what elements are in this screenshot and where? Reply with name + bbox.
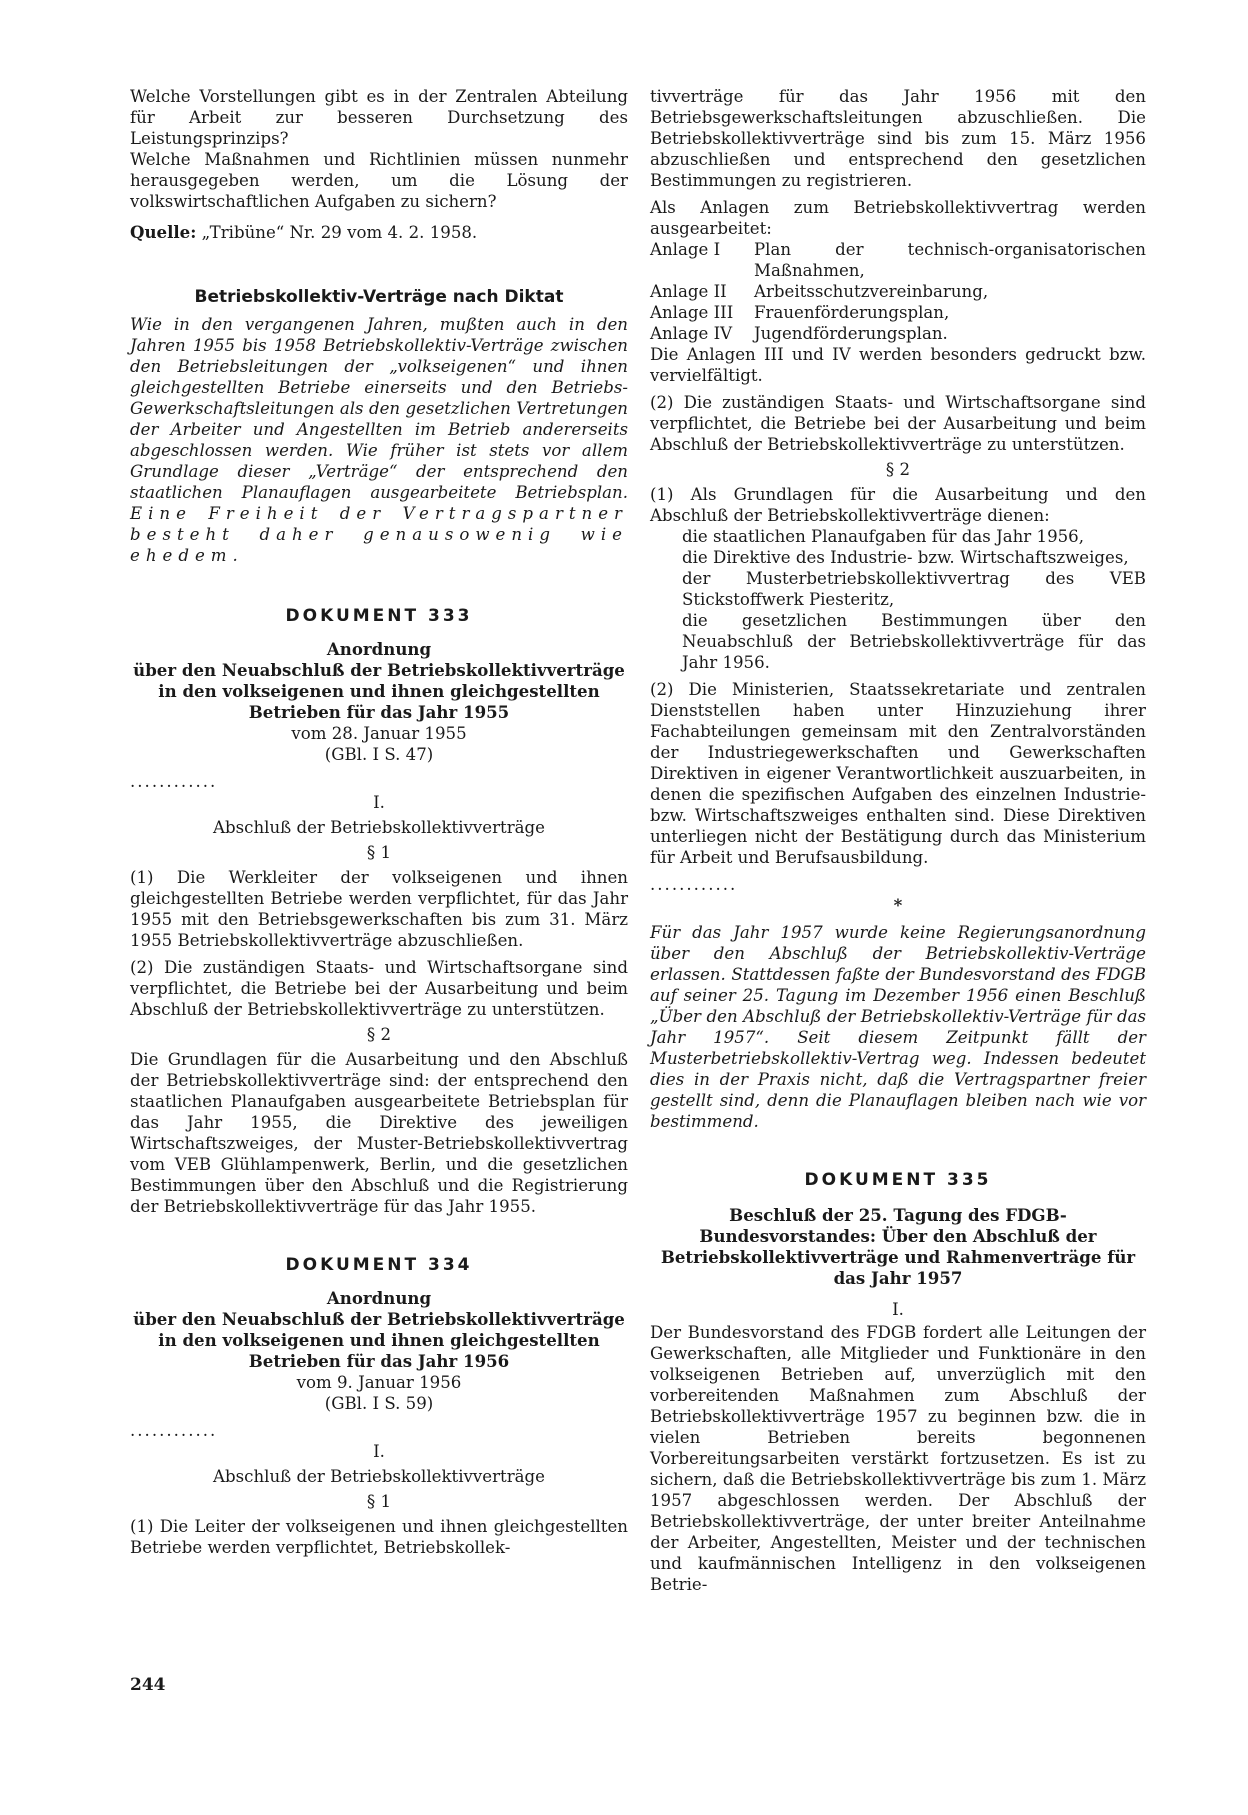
document-333-paragraph-2: (2) Die zuständigen Staats- und Wirtschaftsorgane sind verpflichtet, die Betriebe bei der Ausarbeitung und beim Abschluß der Betriebskollektivverträge zu unterstützen. [130, 958, 628, 1019]
source-line [130, 222, 628, 243]
anlage-label: Anlage II [650, 282, 727, 301]
anlage-label: Anlage III [650, 303, 734, 322]
document-333-ellipsis: ............ [130, 772, 218, 791]
grundlagen-list [650, 526, 1146, 673]
anlage-label: Anlage I [650, 240, 721, 259]
anlage-item [650, 239, 1146, 281]
anlagen-note: Die Anlagen III und IV werden besonders gedruckt bzw. vervielfältigt. [650, 345, 1146, 385]
anlage-text: Plan der technisch-organisatorischen Maßnahmen, [754, 240, 1146, 280]
document-334-title-1: Anordnung [326, 1288, 432, 1308]
anlage-item [650, 323, 1146, 344]
right-ellipsis: ............ [650, 875, 738, 894]
document-334-gbl: (GBl. I S. 59) [324, 1394, 434, 1413]
list-item: die Direktive des Industrie- bzw. Wirtschaftszweiges, [682, 548, 1129, 567]
document-334-paragraph-1: (1) Die Leiter der volkseigenen und ihnen gleichgestellten Betriebe werden verpflichtet, Betriebskollek- [130, 1517, 628, 1557]
anlage-item [650, 281, 1146, 302]
intro-question-1: Welche Vorstellungen gibt es in der Zentralen Abteilung für Arbeit zur besseren Durchsetzung des Leistungsprinzips? [130, 87, 628, 148]
right-paragraph-4: (2) Die Ministerien, Staatssekretariate und zentralen Dienststellen haben unter Hinzuziehung ihrer Fachabteilungen gemeinsam mit den Zentralvorständen der Industriegewerkschaften und Gewerkschaften Direktiven in eigener Verantwortlichkeit auszuarbeiten, in denen die spezifischen Aufgaben des einzelnen Industrie- bzw. Wirtschaftszweiges enthalten sind. Diese Direktiven unterliegen nicht der Bestätigung durch das Ministerium für Arbeit und Berufsausbildung. [650, 680, 1146, 867]
anlage-label: Anlage IV [650, 324, 733, 343]
document-333-section-1: § 1 [366, 843, 392, 862]
anlagen-intro: Als Anlagen zum Betriebskollektivvertrag werden ausgearbeitet: [650, 198, 1146, 238]
anlage-text: Frauenförderungsplan, [754, 303, 950, 322]
anlagen-list [650, 239, 1146, 344]
right-column [650, 86, 1146, 1595]
document-335-title: Beschluß der 25. Tagung des FDGB-Bundesvorstandes: Über den Abschluß der Betriebskollektivverträge und Rahmenverträge für das Jahr 1957 [660, 1205, 1136, 1288]
right-section-2: § 2 [885, 460, 911, 479]
document-334-heading: DOKUMENT 334 [285, 1255, 473, 1275]
document-333-paragraph-3: Die Grundlagen für die Ausarbeitung und den Abschluß der Betriebskollektivverträge sind: der entsprechend den staatlichen Planaufgaben ausgearbeitete Betriebsplan für das Jahr 1955, die Direktive des jeweiligen Wirtschaftszweiges, der Muster-Betriebskollektivvertrag vom VEB Glühlampenwerk, Berlin, und die gesetzlichen Bestimmungen über den Abschluß und die Registrierung der Betriebskollektivverträge für das Jahr 1955. [130, 1050, 628, 1216]
document-333-subheading: Abschluß der Betriebskollektivverträge [213, 818, 545, 837]
continued-paragraph: tivverträge für das Jahr 1956 mit den Betriebsgewerkschaftsleitungen abzuschließen. Die Betriebskollektivverträge sind bis zum 15. März 1956 abzuschließen und entsprechend den gesetzlichen Bestimmungen zu registrieren. [650, 87, 1146, 190]
document-334-roman: I. [373, 1442, 385, 1461]
page-number: 244 [130, 1675, 166, 1695]
source-label: Quelle: [130, 222, 197, 242]
document-333-section-2: § 2 [366, 1025, 392, 1044]
document-334-subheading: Abschluß der Betriebskollektivverträge [213, 1467, 545, 1486]
anlage-text: Jugendförderungsplan. [754, 324, 948, 343]
list-item: die staatlichen Planaufgaben für das Jahr 1956, [682, 527, 1085, 546]
section-heading: Betriebskollektiv-Verträge nach Diktat [194, 287, 564, 307]
document-333-gbl: (GBl. I S. 47) [324, 745, 434, 764]
anlage-item [650, 302, 1146, 323]
left-column [130, 86, 628, 1558]
commentary-spaced-text: Eine Freiheit der Vertragspartner besteht daher genausowenig wie ehedem. [130, 504, 628, 565]
list-item: der Musterbetriebskollektivvertrag des VEB Stickstoffwerk Piesteritz, [682, 569, 1146, 609]
intro-question-2: Welche Maßnahmen und Richtlinien müssen nunmehr herausgegeben werden, um die Lösung der volkswirtschaftlichen Aufgaben zu sichern? [130, 150, 628, 211]
document-335-roman: I. [892, 1300, 904, 1319]
list-item: die gesetzlichen Bestimmungen über den Neuabschluß der Betriebskollektivverträge für das Jahr 1956. [682, 611, 1146, 672]
document-333-paragraph-1: (1) Die Werkleiter der volkseigenen und ihnen gleichgestellten Betriebe werden verpflichtet, für das Jahr 1955 mit den Betriebsgewerkschaften bis zum 31. März 1955 Betriebskollektivverträge abzuschließen. [130, 868, 628, 950]
document-333-title-2: über den Neuabschluß der Betriebskollektivverträge in den volkseigenen und ihnen gleichgestellten Betrieben für das Jahr 1955 [133, 660, 625, 722]
document-333-title-1: Anordnung [326, 639, 432, 659]
commentary-paragraph [130, 314, 628, 566]
document-333-heading: DOKUMENT 333 [285, 606, 473, 626]
source-text: „Tribüne“ Nr. 29 vom 4. 2. 1958. [201, 223, 478, 242]
right-commentary: Für das Jahr 1957 wurde keine Regierungsanordnung über den Abschluß der Betriebskollektiv-Verträge erlassen. Stattdessen faßte der Bundesvorstand des FDGB auf seiner 25. Tagung im Dezember 1956 einen Beschluß „Über den Abschluß der Betriebskollektiv-Verträge für das Jahr 1957“. Seit diesem Zeitpunkt fällt der Musterbetriebskollektiv-Vertrag weg. Indessen bedeutet dies in der Praxis nicht, daß die Vertragspartner freier gestellt sind, denn die Planauflagen bleiben nach wie vor bestimmend. [650, 923, 1146, 1131]
document-334-title-2: über den Neuabschluß der Betriebskollektivverträge in den volkseigenen und ihnen gleichgestellten Betrieben für das Jahr 1956 [133, 1309, 625, 1371]
document-334-ellipsis: ............ [130, 1421, 218, 1440]
anlage-text: Arbeitsschutzvereinbarung, [754, 282, 989, 301]
document-333-date: vom 28. Januar 1955 [291, 724, 467, 743]
document-333-roman: I. [373, 793, 385, 812]
document-334-section-1: § 1 [366, 1492, 392, 1511]
document-334-date: vom 9. Januar 1956 [296, 1373, 462, 1392]
commentary-text: Wie in den vergangenen Jahren, mußten auch in den Jahren 1955 bis 1958 Betriebskollektiv-Verträge zwischen den Betriebsleitungen der „volkseigenen“ und ihnen gleichgestellten Betriebe einerseits und den Betriebs-Gewerkschaftsleitungen als den gesetzlichen Vertretungen der Arbeiter und Angestellten im Betrieb andererseits abgeschlossen werden. Wie früher ist stets vor allem Grundlage dieser „Verträge“ der entsprechend den staatlichen Planauflagen ausgearbeitete Betriebsplan. [130, 315, 628, 502]
document-335-paragraph-1: Der Bundesvorstand des FDGB fordert alle Leitungen der Gewerkschaften, alle Mitglieder und Funktionäre in den volkseigenen Betrieben auf, unverzüglich mit den vorbereitenden Maßnahmen zum Abschluß der Betriebskollektivverträge 1957 zu beginnen bzw. die in vielen Betrieben bereits begonnenen Vorbereitungsarbeiten verstärkt fortzusetzen. Es ist zu sichern, daß die Betriebskollektivverträge bis zum 1. März 1957 abgeschlossen werden. Der Abschluß der Betriebskollektivverträge, der unter breiter Anteilnahme der Arbeiter, Angestellten, Meister und der technischen und kaufmännischen Intelligenz in den volkseigenen Betrie- [650, 1323, 1146, 1594]
document-335-heading: DOKUMENT 335 [804, 1170, 992, 1190]
right-paragraph-3: (1) Als Grundlagen für die Ausarbeitung und den Abschluß der Betriebskollektivverträge dienen: [650, 485, 1146, 525]
separator-star: * [893, 895, 903, 915]
right-paragraph-2: (2) Die zuständigen Staats- und Wirtschaftsorgane sind verpflichtet, die Betriebe bei der Ausarbeitung und beim Abschluß der Betriebskollektivverträge zu unterstützen. [650, 393, 1146, 454]
